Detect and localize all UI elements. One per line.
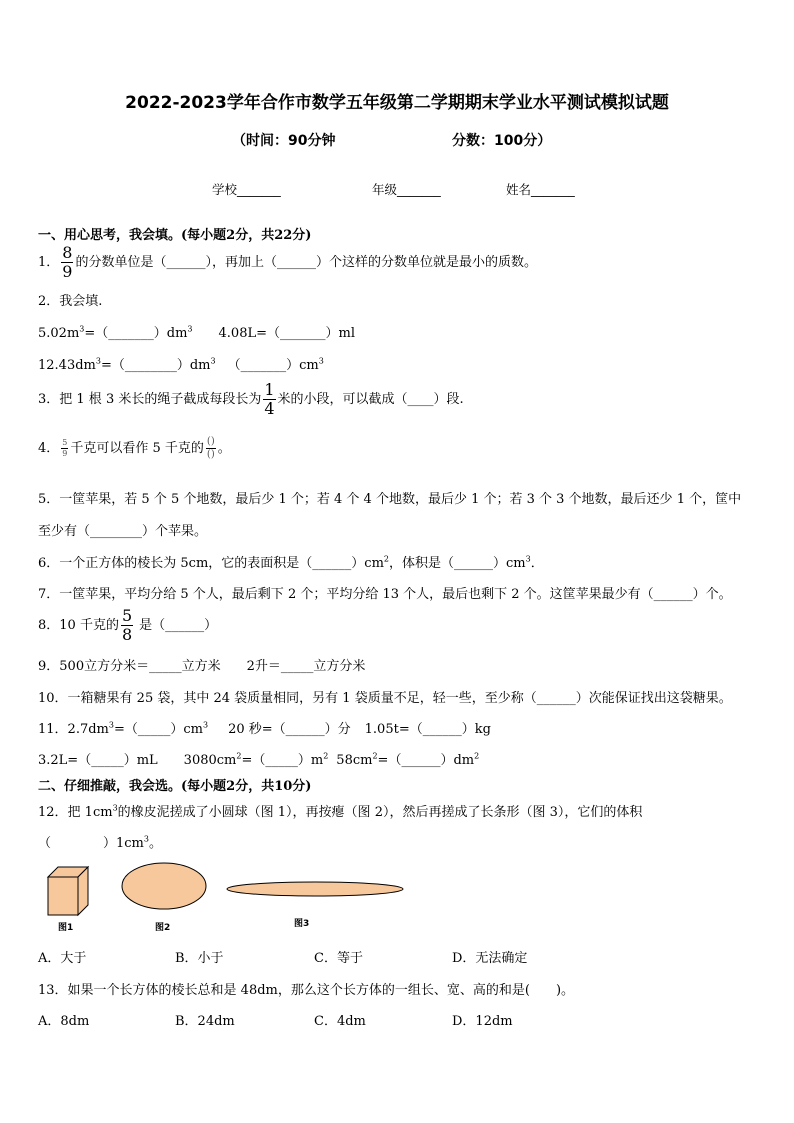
exam-time: （时间：90分钟	[232, 133, 336, 149]
fraction-numerator: ()	[206, 436, 215, 447]
name-field: 姓名_______	[506, 182, 575, 197]
superscript: 3	[202, 720, 209, 730]
superscript: 2	[323, 751, 329, 761]
section-heading-fill: 一、用心思考，我会填。(每小题2分，共22分)	[38, 228, 312, 243]
superscript: 3	[143, 834, 149, 844]
question-9: 9．500立方分米＝_____立方米 2升＝_____立方分米	[38, 659, 366, 674]
option-b[interactable]: B．24dm	[175, 1014, 235, 1029]
text-segment: （ ）1cm	[38, 836, 144, 851]
superscript: 3	[79, 324, 85, 334]
question-text: ．	[530, 556, 544, 571]
option-c[interactable]: C．等于	[314, 951, 363, 966]
question-12-line-1	[38, 801, 642, 820]
question-13: 13．如果一个长方体的棱长总和是 48dm，那么这个长方体的一组长、宽、高的和是( )。	[38, 983, 575, 998]
question-text: 3．把 1 根 3 米长的绳子截成每段长为	[38, 392, 262, 407]
question-2-line-1	[38, 322, 355, 341]
question-2-line-2	[38, 354, 324, 373]
question-5-line-2: 至少有（________）个苹果。	[38, 524, 208, 539]
question-11-line-1	[38, 718, 491, 737]
text-segment: 11．2.7dm	[38, 722, 109, 737]
text-segment: 12．把 1cm	[38, 805, 113, 820]
question-2-title: 2．我会填.	[38, 294, 103, 309]
fraction	[61, 439, 68, 458]
fraction	[206, 437, 216, 460]
question-text: ，体积是（______）cm	[388, 556, 526, 571]
superscript: 3	[95, 356, 101, 366]
question-number: 4．	[38, 441, 60, 456]
superscript: 3	[318, 356, 324, 366]
question-8	[38, 606, 217, 646]
fraction	[263, 382, 275, 417]
superscript: 2	[236, 751, 242, 761]
superscript: 2	[383, 554, 389, 564]
fraction-denominator: 4	[264, 399, 275, 418]
option-d[interactable]: D．无法确定	[452, 951, 528, 966]
text-segment: 3.2L=（_____）mL	[38, 753, 158, 768]
figure-3-label: 图3	[294, 919, 310, 929]
superscript: 3	[210, 356, 216, 366]
question-11-line-2	[38, 749, 479, 768]
text-segment: 1.05t=（______）kg	[364, 722, 491, 737]
superscript: 3	[112, 803, 118, 813]
text-segment: =（_____）cm	[113, 722, 203, 737]
option-d[interactable]: D．12dm	[452, 1014, 513, 1029]
long-strip-figure	[227, 882, 403, 896]
fraction-denominator: 9	[62, 262, 73, 281]
text-segment: =（______）dm	[377, 753, 475, 768]
exam-score: 分数：100分）	[452, 133, 552, 149]
superscript: 2	[474, 751, 480, 761]
superscript: 3	[187, 324, 193, 334]
text-segment: 20 秒=（______）分	[228, 722, 351, 737]
text-segment: 12.43dm	[38, 358, 96, 373]
page-title: 2022-2023学年合作市数学五年级第二学期期末学业水平测试模拟试题	[125, 93, 669, 113]
text-segment: 3080cm	[183, 753, 237, 768]
text-segment: 58cm	[336, 753, 373, 768]
superscript: 3	[108, 720, 114, 730]
question-text: 8．10 千克的	[38, 618, 119, 633]
superscript: 2	[372, 751, 378, 761]
fraction-denominator: 8	[121, 625, 133, 644]
question-7: 7．一筐苹果，平均分给 5 个人，最后剩下 2 个；平均分给 13 个人，最后也剩下 2 个。这筐苹果最少有（______）个。	[38, 587, 732, 602]
section-heading-choice: 二、仔细推敲，我会选。(每小题2分，共10分)	[38, 779, 312, 794]
fraction-denominator: ()	[206, 449, 215, 460]
question-6	[38, 552, 544, 571]
school-field: 学校_______	[212, 182, 281, 197]
question-text: 千克可以看作 5 千克的	[70, 441, 204, 456]
figure-1-label: 图1	[58, 923, 74, 933]
option-c[interactable]: C．4dm	[314, 1014, 366, 1029]
text-segment: （_______）cm	[227, 358, 319, 373]
question-text: 6．一个正方体的棱长为 5cm，它的表面积是（______）cm	[38, 556, 384, 571]
option-b[interactable]: B．小于	[175, 951, 224, 966]
question-3	[38, 380, 464, 420]
question-12-line-2	[38, 832, 162, 851]
text-segment: 4.08L=（_______）ml	[218, 326, 355, 341]
text-segment: 的橡皮泥搓成了小圆球（图 1），再按瘪（图 2），然后再搓成了长条形（图 3），它们的体积	[117, 805, 643, 820]
cube-figure	[48, 867, 88, 915]
option-a[interactable]: A．大于	[38, 951, 87, 966]
superscript: 3	[525, 554, 531, 564]
fraction	[121, 608, 133, 643]
text-segment: 5.02m	[38, 326, 80, 341]
text-segment: 。	[148, 836, 162, 851]
question-number: 1．	[38, 255, 60, 270]
question-4	[38, 432, 231, 466]
question-text: 米的小段，可以截成（____）段.	[277, 392, 464, 407]
fraction-numerator: 8	[62, 243, 73, 262]
fraction-numerator: 1	[264, 380, 275, 399]
question-10: 10．一箱糖果有 25 袋，其中 24 袋质量相同，另有 1 袋质量不足，轻一些，至少称（______）次能保证找出这袋糖果。	[38, 691, 732, 706]
figure-2-label: 图2	[155, 923, 171, 933]
question-text: 。	[217, 441, 231, 456]
fraction-numerator: 5	[121, 606, 133, 625]
text-segment: =（________）dm	[100, 358, 211, 373]
fraction-denominator: 9	[62, 449, 68, 458]
cube-front-face	[48, 877, 78, 915]
text-segment: =（_______）dm	[84, 326, 188, 341]
question-text: 的分数单位是（______），再加上（______）个这样的分数单位就是最小的质数。	[75, 255, 537, 270]
question-text: 是（______）	[139, 618, 218, 633]
fraction-numerator: 5	[62, 438, 68, 447]
grade-field: 年级_______	[372, 182, 441, 197]
question-12-figures	[40, 855, 420, 935]
question-1	[38, 244, 537, 282]
text-segment: =（_____）m	[241, 753, 324, 768]
option-a[interactable]: A．8dm	[38, 1014, 90, 1029]
flattened-ellipse-figure	[122, 863, 206, 909]
fraction	[61, 245, 73, 280]
question-5-line-1: 5．一筐苹果，若 5 个 5 个地数，最后少 1 个；若 4 个 4 个地数，最后少 1 个；若 3 个 3 个地数，最后还少 1 个，筐中	[38, 492, 742, 507]
